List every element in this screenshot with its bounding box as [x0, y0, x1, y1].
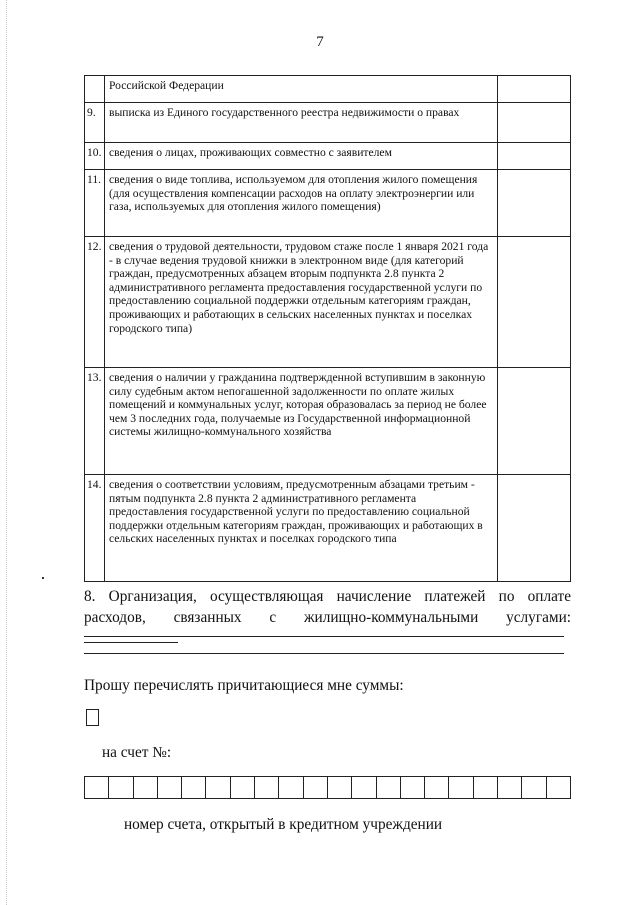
- row-number: 13.: [85, 368, 105, 475]
- row-number: 10.: [85, 143, 105, 170]
- section-8-line-2-text: расходов, связанных с жилищно-коммунальными услугами:: [84, 609, 571, 626]
- account-digit-cell[interactable]: [158, 777, 182, 798]
- account-digit-cell[interactable]: [206, 777, 230, 798]
- table-row: [85, 103, 571, 143]
- row-mark-cell[interactable]: [498, 475, 571, 582]
- table-row: [85, 368, 571, 475]
- account-digit-cell[interactable]: [109, 777, 133, 798]
- account-digit-cell[interactable]: [474, 777, 498, 798]
- row-mark-cell[interactable]: [498, 368, 571, 475]
- table-row: [85, 170, 571, 237]
- row-number: 11.: [85, 170, 105, 237]
- account-digit-cell[interactable]: [522, 777, 546, 798]
- payment-request-text: Прошу перечислять причитающиеся мне суммы:: [84, 677, 404, 694]
- table-row: [85, 237, 571, 368]
- page-number: 7: [316, 34, 324, 50]
- documents-table: [84, 75, 571, 582]
- row-text: Российской Федерации: [105, 76, 498, 103]
- account-digit-cell[interactable]: [377, 777, 401, 798]
- section-8-line-1: 8. Организация, осуществляющая начисление платежей по оплате: [84, 588, 571, 605]
- row-mark-cell[interactable]: [498, 103, 571, 143]
- account-digit-cell[interactable]: [328, 777, 352, 798]
- row-number: [85, 76, 105, 103]
- account-digit-cell[interactable]: [231, 777, 255, 798]
- section-8-line-2: [84, 607, 571, 649]
- account-digit-cell[interactable]: [182, 777, 206, 798]
- row-mark-cell[interactable]: [498, 170, 571, 237]
- account-number-label: на счет №:: [102, 744, 172, 761]
- account-digit-cell[interactable]: [352, 777, 376, 798]
- account-digit-cell[interactable]: [279, 777, 303, 798]
- table-row: [85, 143, 571, 170]
- account-checkbox[interactable]: [86, 709, 99, 726]
- table-row: [85, 475, 571, 582]
- organization-input-line-3[interactable]: [84, 653, 564, 654]
- row-number: 14.: [85, 475, 105, 582]
- margin-mark: [42, 577, 44, 579]
- account-digit-cell[interactable]: [547, 777, 570, 798]
- row-mark-cell[interactable]: [498, 237, 571, 368]
- row-text: сведения о виде топлива, используемом для отопления жилого помещения (для осуществления компенсации расходов на оплату электроэнергии или газа, используемых для отопления жилого помещения): [105, 170, 498, 237]
- account-digit-cell[interactable]: [134, 777, 158, 798]
- account-number-grid[interactable]: [84, 776, 571, 799]
- table-row: [85, 76, 571, 103]
- row-text: сведения о трудовой деятельности, трудовом стаже после 1 января 2021 года - в случае ведения трудовой книжки в электронном виде (для категорий граждан, предусмотренных абзацем вторым подпункта 2.8 пункта 2 административного регламента предоставления государственной услуги по предоставлению социальной поддержки отдельным категориям граждан, проживающих и работающих в сельских населенных пунктах и поселках городского типа): [105, 237, 498, 368]
- row-number: 12.: [85, 237, 105, 368]
- row-number: 9.: [85, 103, 105, 143]
- account-digit-cell[interactable]: [85, 777, 109, 798]
- account-digit-cell[interactable]: [449, 777, 473, 798]
- account-digit-cell[interactable]: [401, 777, 425, 798]
- row-mark-cell[interactable]: [498, 76, 571, 103]
- account-digit-cell[interactable]: [425, 777, 449, 798]
- row-text: сведения о наличии у гражданина подтвержденной вступившим в законную силу судебным актом непогашенной задолженности по оплате жилых помещений и коммунальных услуг, которая образовалась за период не более чем 3 последних года, получаемые из Государственной информационной системы жилищно-коммунального хозяйства: [105, 368, 498, 475]
- account-digit-cell[interactable]: [498, 777, 522, 798]
- row-mark-cell[interactable]: [498, 143, 571, 170]
- row-text: выписка из Единого государственного реестра недвижимости о правах: [105, 103, 498, 143]
- row-text: сведения о лицах, проживающих совместно с заявителем: [105, 143, 498, 170]
- account-number-caption: номер счета, открытый в кредитном учреждении: [124, 816, 443, 833]
- section-8-organization: [84, 586, 571, 649]
- scan-edge: [6, 0, 8, 905]
- account-digit-cell[interactable]: [304, 777, 328, 798]
- organization-input-line-2[interactable]: [84, 636, 564, 637]
- row-text: сведения о соответствии условиям, предусмотренным абзацами третьим - пятым подпункта 2.8 пункта 2 административного регламента предоставления государственной услуги по предоставлению социальной поддержки отдельным категориям граждан, проживающих и работающих в сельских населенных пунктах и поселках городского типа: [105, 475, 498, 582]
- account-digit-cell[interactable]: [255, 777, 279, 798]
